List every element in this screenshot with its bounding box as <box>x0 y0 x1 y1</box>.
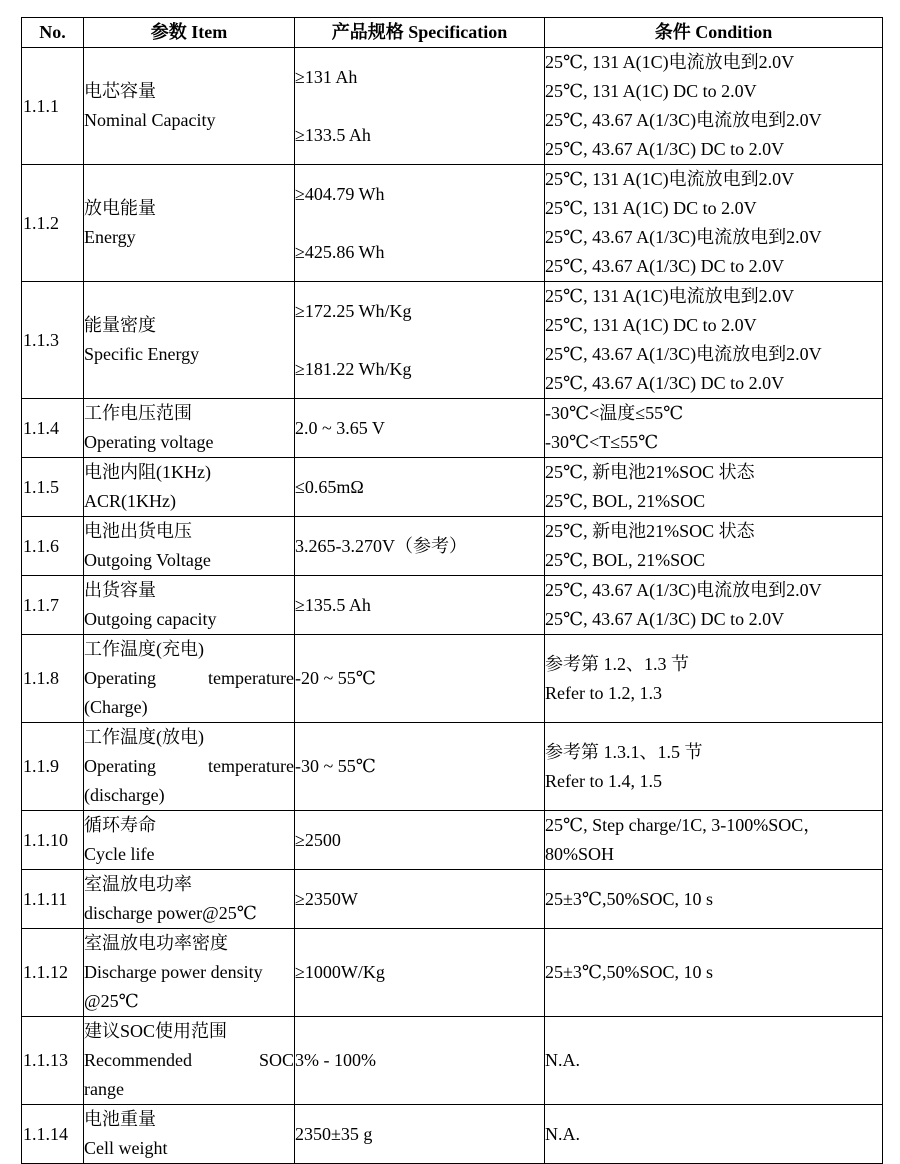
row-number: 1.1.11 <box>22 870 84 929</box>
row-item: 室温放电功率 discharge power@25℃ <box>84 870 295 929</box>
table-row <box>22 282 883 399</box>
header-row <box>22 18 883 48</box>
row-specification: ≥2350W <box>295 870 545 929</box>
row-number: 1.1.7 <box>22 576 84 635</box>
row-specification: 2350±35 g <box>295 1105 545 1164</box>
table-row <box>22 929 883 1017</box>
header-item: 参数 Item <box>84 18 295 48</box>
row-number: 1.1.5 <box>22 458 84 517</box>
table-row <box>22 723 883 811</box>
row-number: 1.1.12 <box>22 929 84 1017</box>
row-specification: -20 ~ 55℃ <box>295 635 545 723</box>
row-condition: 25℃, 131 A(1C)电流放电到2.0V 25℃, 131 A(1C) DC to 2.0V 25℃, 43.67 A(1/3C)电流放电到2.0V 25℃, 43.67 A(1/3C) DC to 2.0V <box>545 282 883 399</box>
row-item: 放电能量 Energy <box>84 165 295 282</box>
row-number: 1.1.13 <box>22 1017 84 1105</box>
header-no: No. <box>22 18 84 48</box>
header-spec: 产品规格 Specification <box>295 18 545 48</box>
table-row <box>22 517 883 576</box>
row-specification: ≥2500 <box>295 811 545 870</box>
row-specification: 2.0 ~ 3.65 V <box>295 399 545 458</box>
row-specification: 3.265-3.270V（参考） <box>295 517 545 576</box>
row-number: 1.1.2 <box>22 165 84 282</box>
table-row <box>22 458 883 517</box>
table-row <box>22 48 883 165</box>
table-body <box>22 48 883 1164</box>
row-specification: ≥172.25 Wh/Kg ≥181.22 Wh/Kg <box>295 282 545 399</box>
row-item: 室温放电功率密度 Discharge power density @25℃ <box>84 929 295 1017</box>
row-condition: 25℃, 131 A(1C)电流放电到2.0V 25℃, 131 A(1C) DC to 2.0V 25℃, 43.67 A(1/3C)电流放电到2.0V 25℃, 43.67 A(1/3C) DC to 2.0V <box>545 165 883 282</box>
table-row <box>22 870 883 929</box>
row-condition: -30℃<温度≤55℃ -30℃<T≤55℃ <box>545 399 883 458</box>
row-condition: 参考第 1.3.1、1.5 节 Refer to 1.4, 1.5 <box>545 723 883 811</box>
row-number: 1.1.6 <box>22 517 84 576</box>
row-specification: ≥404.79 Wh ≥425.86 Wh <box>295 165 545 282</box>
row-condition: 25±3℃,50%SOC, 10 s <box>545 870 883 929</box>
row-item: 建议SOC使用范围 Recommended SOC range <box>84 1017 295 1105</box>
row-specification: ≥135.5 Ah <box>295 576 545 635</box>
row-number: 1.1.3 <box>22 282 84 399</box>
row-condition: 25℃, 新电池21%SOC 状态 25℃, BOL, 21%SOC <box>545 517 883 576</box>
table-row <box>22 811 883 870</box>
table-row <box>22 165 883 282</box>
row-item: 循环寿命 Cycle life <box>84 811 295 870</box>
table-row <box>22 1105 883 1164</box>
row-item: 出货容量 Outgoing capacity <box>84 576 295 635</box>
row-number: 1.1.4 <box>22 399 84 458</box>
header-condition: 条件 Condition <box>545 18 883 48</box>
row-item: 工作电压范围 Operating voltage <box>84 399 295 458</box>
row-condition: N.A. <box>545 1105 883 1164</box>
spec-table <box>21 17 883 1164</box>
row-item: 工作温度(放电) Operating temperature (discharge) <box>84 723 295 811</box>
row-item: 电池出货电压 Outgoing Voltage <box>84 517 295 576</box>
row-specification: -30 ~ 55℃ <box>295 723 545 811</box>
row-number: 1.1.8 <box>22 635 84 723</box>
row-condition: 参考第 1.2、1.3 节 Refer to 1.2, 1.3 <box>545 635 883 723</box>
table-row <box>22 635 883 723</box>
row-specification: ≥131 Ah ≥133.5 Ah <box>295 48 545 165</box>
row-number: 1.1.14 <box>22 1105 84 1164</box>
table-row <box>22 399 883 458</box>
row-condition: 25℃, 43.67 A(1/3C)电流放电到2.0V 25℃, 43.67 A(1/3C) DC to 2.0V <box>545 576 883 635</box>
row-condition: N.A. <box>545 1017 883 1105</box>
row-number: 1.1.10 <box>22 811 84 870</box>
row-specification: ≥1000W/Kg <box>295 929 545 1017</box>
row-number: 1.1.1 <box>22 48 84 165</box>
table-row <box>22 576 883 635</box>
row-item: 电池内阻(1KHz) ACR(1KHz) <box>84 458 295 517</box>
row-condition: 25℃, 131 A(1C)电流放电到2.0V 25℃, 131 A(1C) DC to 2.0V 25℃, 43.67 A(1/3C)电流放电到2.0V 25℃, 43.67 A(1/3C) DC to 2.0V <box>545 48 883 165</box>
row-item: 电芯容量 Nominal Capacity <box>84 48 295 165</box>
row-item: 电池重量 Cell weight <box>84 1105 295 1164</box>
row-item: 能量密度 Specific Energy <box>84 282 295 399</box>
row-item: 工作温度(充电) Operating temperature (Charge) <box>84 635 295 723</box>
row-condition: 25℃, 新电池21%SOC 状态 25℃, BOL, 21%SOC <box>545 458 883 517</box>
row-specification: 3% - 100% <box>295 1017 545 1105</box>
row-condition: 25±3℃,50%SOC, 10 s <box>545 929 883 1017</box>
row-number: 1.1.9 <box>22 723 84 811</box>
row-condition: 25℃, Step charge/1C, 3-100%SOC， 80%SOH <box>545 811 883 870</box>
table-row <box>22 1017 883 1105</box>
row-specification: ≤0.65mΩ <box>295 458 545 517</box>
